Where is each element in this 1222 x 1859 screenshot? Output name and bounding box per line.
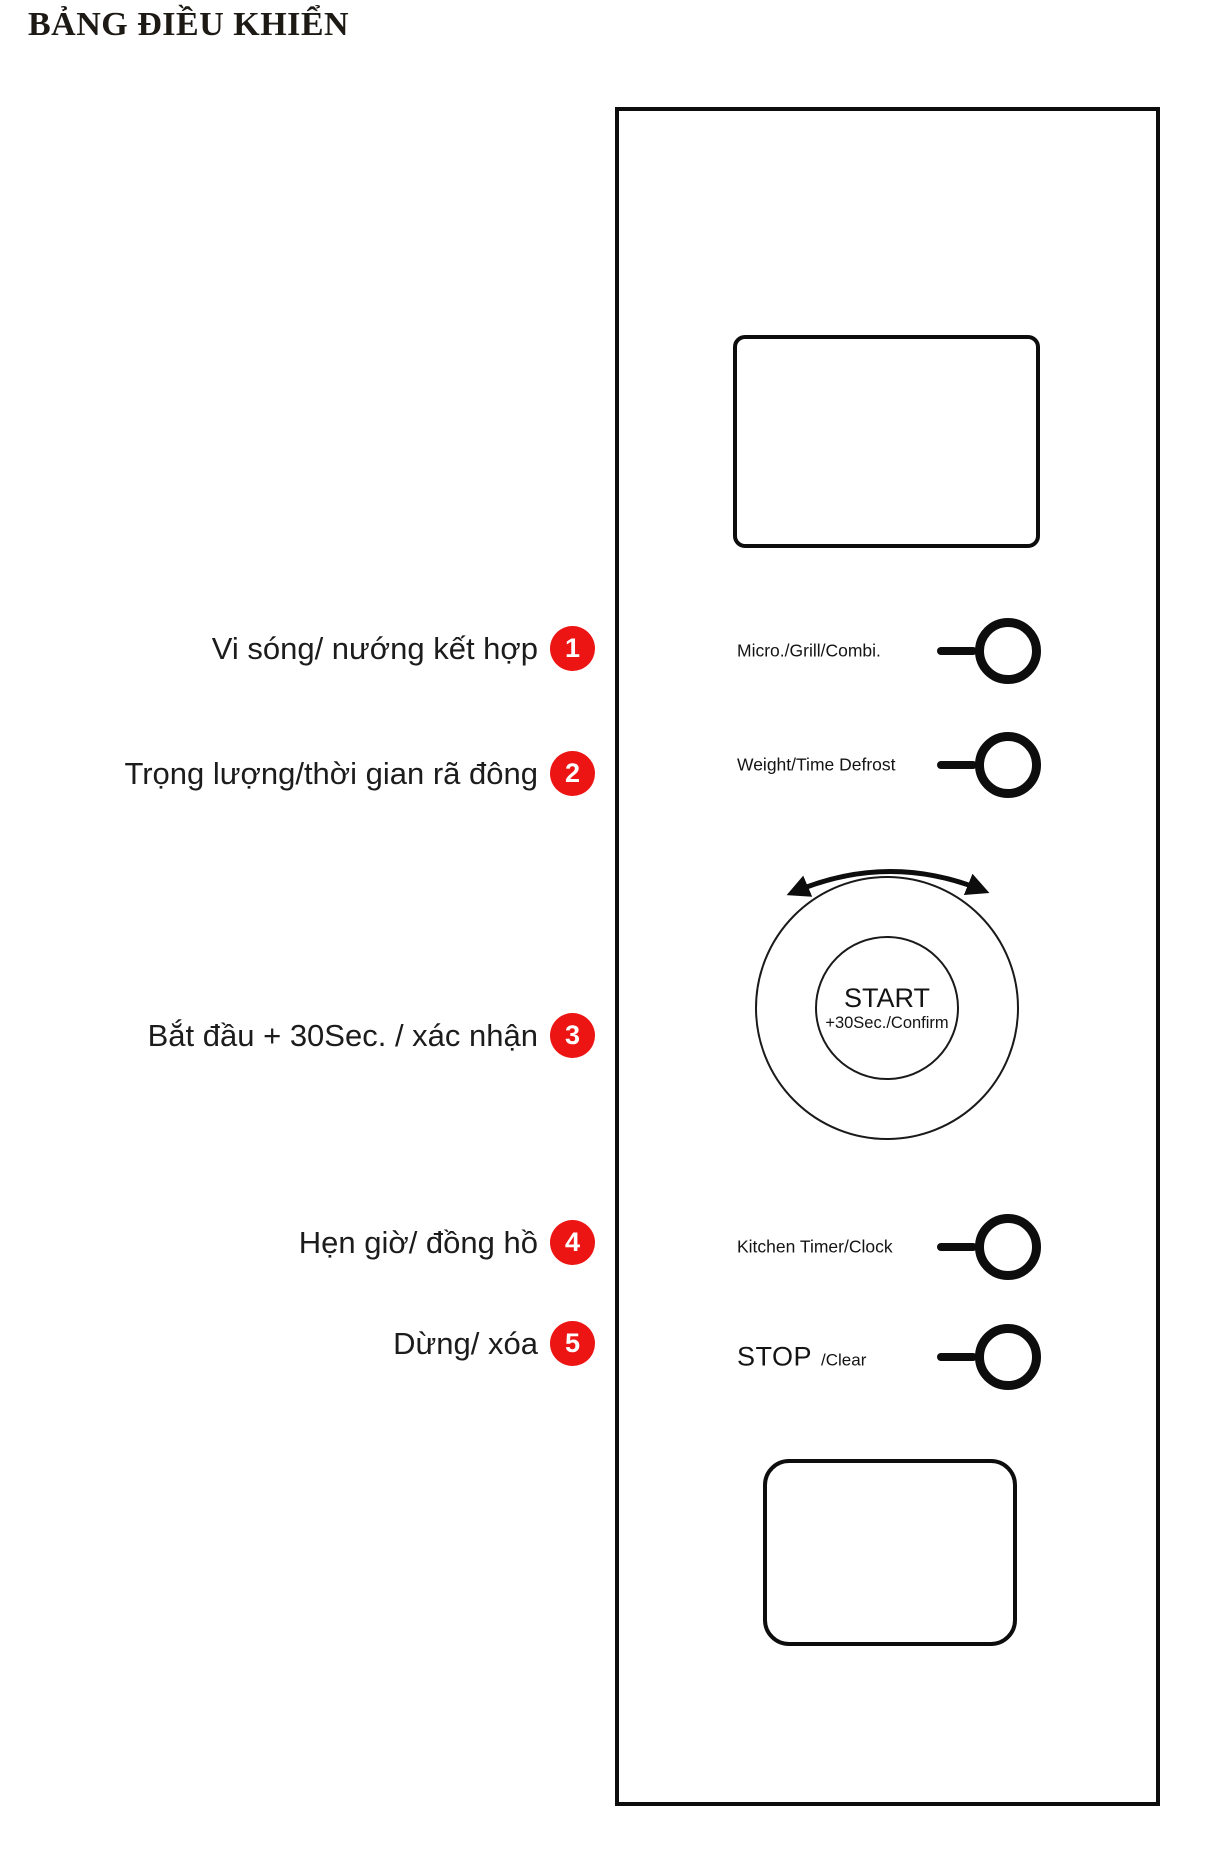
callout-stop-clear: [393, 1321, 595, 1366]
page-title: BẢNG ĐIỀU KHIỂN: [28, 6, 350, 43]
callout-badge-1: 1: [550, 626, 595, 671]
weight-time-defrost-button: [937, 732, 1041, 798]
callout-badge-5: 5: [550, 1321, 595, 1366]
callout-label: Trọng lượng/thời gian rã đông: [124, 755, 538, 791]
callout-kitchen-timer-clock: [299, 1220, 595, 1265]
dial-start-label: START: [843, 982, 930, 1013]
button-ring-icon: [975, 1214, 1041, 1280]
button-stem: [937, 647, 977, 655]
callout-label: Bắt đầu + 30Sec. / xác nhận: [147, 1017, 538, 1053]
callout-label: Hẹn giờ/ đồng hồ: [298, 1224, 538, 1260]
button-label-weight-time-defrost: Weight/Time Defrost: [737, 754, 896, 775]
panel-bottom-button: [763, 1459, 1017, 1646]
start-confirm-dial: [815, 936, 959, 1080]
button-label-micro-grill-combi: Micro./Grill/Combi.: [737, 640, 881, 661]
callout-label: Vi sóng/ nướng kết hợp: [211, 630, 538, 666]
callout-label: Dừng/ xóa: [393, 1325, 538, 1361]
display-screen: [733, 335, 1040, 548]
callout-badge-3: 3: [550, 1013, 595, 1058]
micro-grill-combi-button: [937, 618, 1041, 684]
button-label-stop-clear: [737, 1342, 866, 1373]
callout-weight-defrost: [124, 751, 595, 796]
stop-label-main: STOP: [737, 1341, 813, 1372]
button-label-kitchen-timer-clock: Kitchen Timer/Clock: [737, 1236, 893, 1257]
callout-start-confirm: [148, 1013, 595, 1058]
stop-label-sub: /Clear: [821, 1350, 867, 1370]
button-ring-icon: [975, 618, 1041, 684]
button-ring-icon: [975, 732, 1041, 798]
dial-confirm-label: +30Sec./Confirm: [825, 1013, 949, 1032]
button-stem: [937, 1243, 977, 1251]
button-ring-icon: [975, 1324, 1041, 1390]
button-stem: [937, 761, 977, 769]
callout-badge-2: 2: [550, 751, 595, 796]
button-stem: [937, 1353, 977, 1361]
callout-badge-4: 4: [550, 1220, 595, 1265]
kitchen-timer-clock-button: [937, 1214, 1041, 1280]
stop-clear-button: [937, 1324, 1041, 1390]
callout-micro-grill-combi: [212, 626, 595, 671]
